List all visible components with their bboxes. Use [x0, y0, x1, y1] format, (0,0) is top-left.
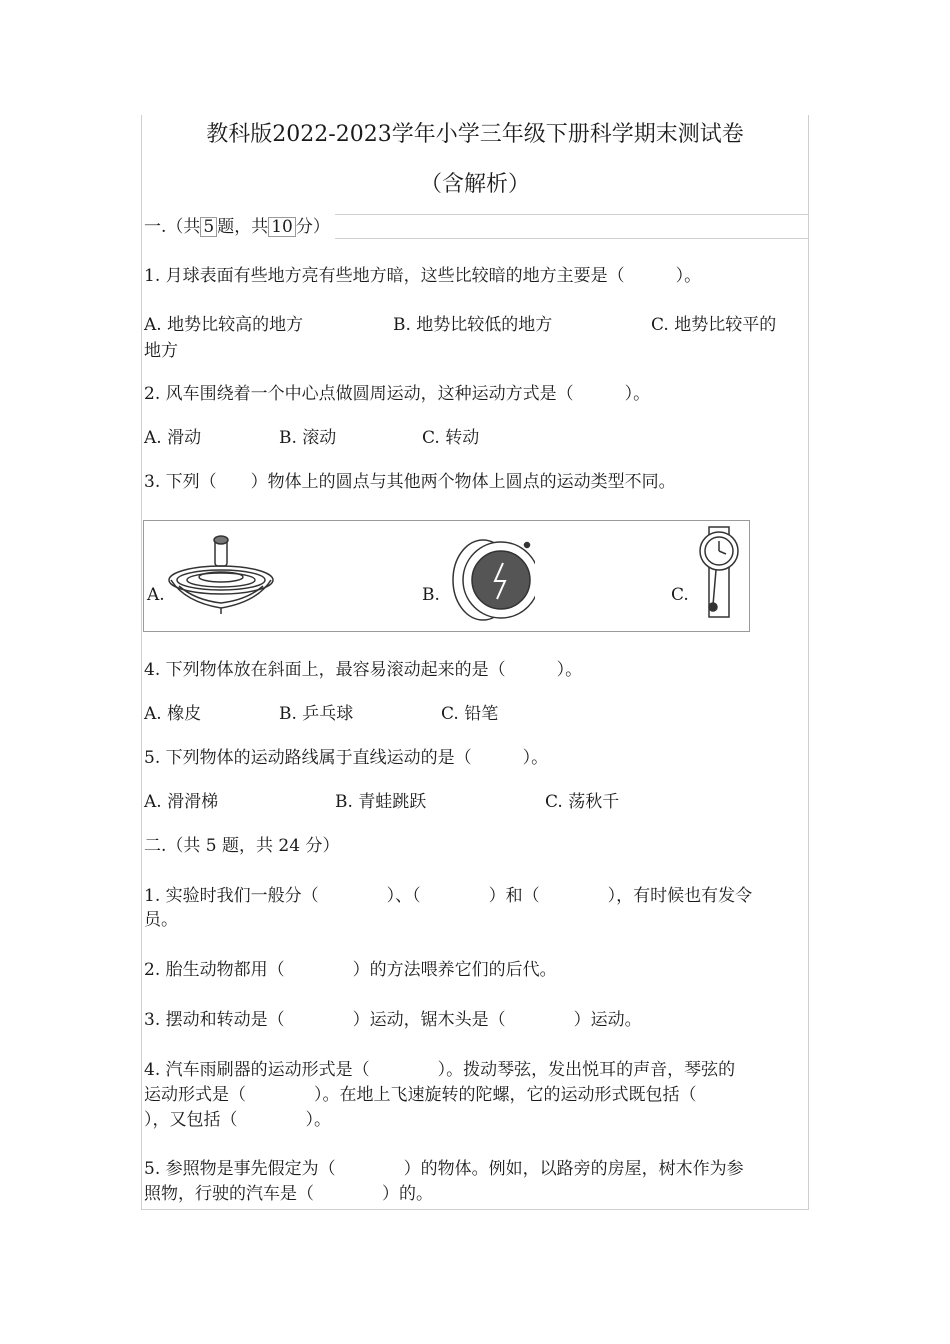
page-bottom-line	[141, 1209, 809, 1210]
yoyo-icon	[445, 535, 535, 625]
q1-option-a: A. 地势比较高的地方	[144, 315, 304, 335]
q4-option-c: C. 铅笔	[441, 704, 499, 724]
fill1-line2: 员。	[144, 910, 178, 930]
q2-stem: 2. 风车围绕着一个中心点做圆周运动，这种运动方式是（ ）。	[144, 384, 651, 404]
page-subtitle: （含解析）	[419, 172, 530, 197]
section2-heading: 二.（共 5 题，共 24 分）	[144, 836, 340, 856]
q4-option-a: A. 橡皮	[144, 704, 202, 724]
q5-stem: 5. 下列物体的运动路线属于直线运动的是（ ）。	[144, 748, 549, 768]
q1-stem: 1. 月球表面有些地方亮有些地方暗，这些比较暗的地方主要是（ ）。	[144, 266, 702, 286]
fill3-line1: 3. 摆动和转动是（ ）运动，锯木头是（ ）运动。	[144, 1010, 642, 1030]
q2-option-c: C. 转动	[422, 428, 480, 448]
q5-option-b: B. 青蛙跳跃	[335, 792, 427, 812]
spinning-top-icon	[165, 530, 277, 615]
section1-divider	[335, 238, 808, 239]
title-divider	[335, 214, 808, 215]
q3-label-c: C.	[671, 585, 689, 605]
section1-score: 10	[268, 217, 296, 237]
section1-count: 5	[200, 217, 217, 237]
q5-option-a: A. 滑滑梯	[144, 792, 219, 812]
q4-stem: 4. 下列物体放在斜面上，最容易滚动起来的是（ ）。	[144, 660, 583, 680]
q3-label-b: B.	[422, 585, 440, 605]
fill4-line2: 运动形式是（ ）。在地上飞速旋转的陀螺，它的运动形式既包括（	[144, 1085, 697, 1105]
q5-option-c: C. 荡秋千	[545, 792, 620, 812]
q4-option-b: B. 乒乓球	[279, 704, 354, 724]
q3-label-a: A.	[147, 585, 165, 605]
fill1-line1: 1. 实验时我们一般分（ ）、（ ）和（ ），有时候也有发令	[144, 886, 753, 906]
pendulum-clock-icon	[695, 525, 745, 620]
fill2-line1: 2. 胎生动物都用（ ）的方法喂养它们的后代。	[144, 960, 557, 980]
q1-option-c: C. 地势比较平的	[651, 315, 777, 335]
fill5-line1: 5. 参照物是事先假定为（ ）的物体。例如，以路旁的房屋，树木作为参	[144, 1159, 744, 1179]
q1-option-c-cont: 地方	[144, 341, 178, 361]
fill5-line2: 照物，行驶的汽车是（ ）的。	[144, 1184, 433, 1204]
q3-stem: 3. 下列（ ）物体上的圆点与其他两个物体上圆点的运动类型不同。	[144, 472, 676, 492]
q2-option-a: A. 滑动	[144, 428, 202, 448]
page-border-left	[141, 115, 142, 1210]
q1-option-b: B. 地势比较低的地方	[393, 315, 553, 335]
page-border-right	[808, 115, 809, 1210]
page-title: 教科版2022-2023学年小学三年级下册科学期末测试卷	[206, 122, 744, 147]
fill4-line3: ），又包括（ ）。	[144, 1110, 331, 1130]
q2-option-b: B. 滚动	[279, 428, 337, 448]
fill4-line1: 4. 汽车雨刷器的运动形式是（ ）。拨动琴弦，发出悦耳的声音，琴弦的	[144, 1060, 736, 1080]
section1-heading: 一.（共 5 题，共 10 分）	[144, 217, 330, 237]
